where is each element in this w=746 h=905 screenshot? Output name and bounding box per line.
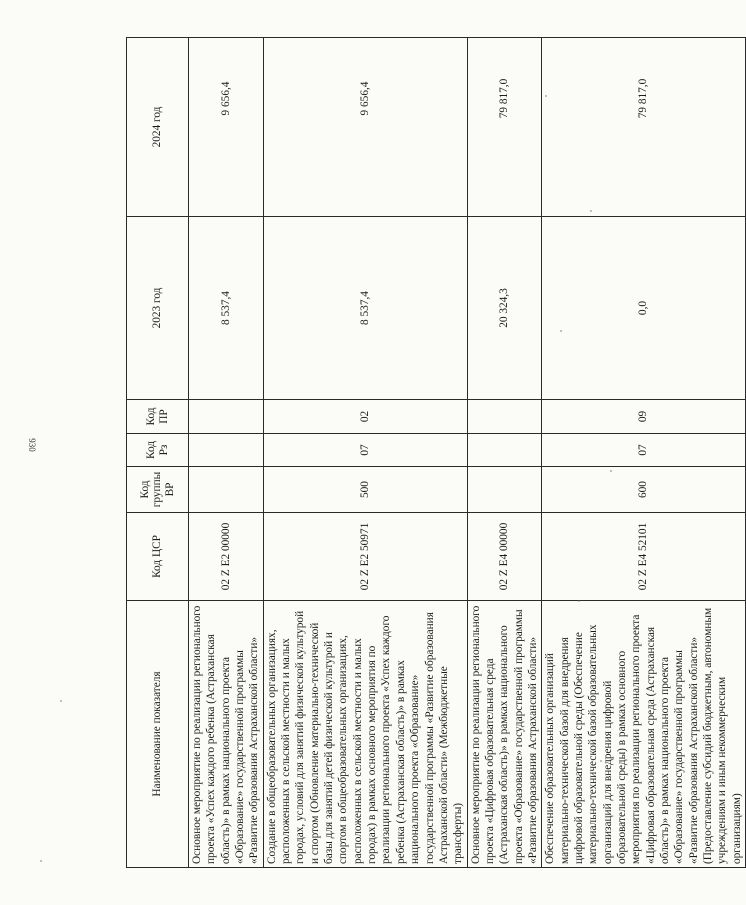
table-row <box>467 38 542 868</box>
row-pr <box>189 400 264 434</box>
scan-speck <box>40 860 42 862</box>
scan-speck <box>60 700 62 702</box>
row-2023: 20 324,3 <box>467 217 542 400</box>
row-2023: 8 537,4 <box>189 217 264 400</box>
row-name: Создание в общеобразовательных организациях, расположенных в сельской местности и малых городах, условий для занятий физической культурой и спортом (Обновление материально-технической базы для занятий детей физической культурой и спортом в общеобразовательных организациях, расположенных в сельской местности и малых городах) в рамках основного мероприятия по реализации регионального проекта «Успех каждого ребенка (Астраханская область)» в рамках национального проекта «Образование» государственной программы «Развитие образования Астраханской области» (Межбюджетные трансферты) <box>263 601 467 868</box>
scan-speck <box>600 760 602 762</box>
row-2023: 0,0 <box>542 217 746 400</box>
header-name: Наименование показателя <box>127 601 189 868</box>
row-vr: 600 <box>542 467 746 513</box>
row-2024: 79 817,0 <box>542 38 746 217</box>
header-pr: Код ПР <box>127 400 189 434</box>
header-csr: Код ЦСР <box>127 513 189 601</box>
scan-speck <box>545 95 547 97</box>
budget-table <box>126 37 746 868</box>
row-csr: 02 Z E2 50971 <box>263 513 467 601</box>
header-rz: Код Рз <box>127 434 189 467</box>
page-number: 930 <box>26 438 37 452</box>
scan-speck <box>610 470 612 472</box>
scan-speck <box>578 600 580 602</box>
scan-speck <box>560 330 562 332</box>
row-vr: 500 <box>263 467 467 513</box>
budget-table-container <box>126 38 743 868</box>
header-vr: Код группы ВР <box>127 467 189 513</box>
row-pr: 02 <box>263 400 467 434</box>
row-2024: 9 656,4 <box>189 38 264 217</box>
table-row <box>263 38 467 868</box>
row-name: Обеспечение образовательных организаций материально-технической базой для внедрения цифровой образовательной среды (Обеспечение материально-технической базой образовательных организаций для внедрения цифровой образовательной среды) в рамках основного мероприятия по реализации регионального проекта «Цифровая образовательная среда (Астраханская область)» в рамках национального проекта «Образование» государственной программы «Развитие образования Астраханской области» (Предоставление субсидий бюджетным, автономным учреждениям и иным некоммерческим организациям) <box>542 601 746 868</box>
row-name: Основное мероприятие по реализации регионального проекта «Успех каждого ребенка (Астраханская область)» в рамках национального проекта «Образование» государственной программы «Развитие образования Астраханской области» <box>189 601 264 868</box>
row-2024: 79 817,0 <box>467 38 542 217</box>
row-name: Основное мероприятие по реализации регионального проекта «Цифровая образовательная среда (Астраханская область)» в рамках национального проекта «Образование» государственной программы «Развитие образования Астраханской области» <box>467 601 542 868</box>
scan-speck <box>590 210 592 212</box>
table-row <box>189 38 264 868</box>
row-vr <box>189 467 264 513</box>
row-csr: 02 Z E4 00000 <box>467 513 542 601</box>
row-vr <box>467 467 542 513</box>
row-pr: 09 <box>542 400 746 434</box>
row-pr <box>467 400 542 434</box>
row-rz <box>467 434 542 467</box>
header-2023: 2023 год <box>127 217 189 400</box>
row-csr: 02 Z E2 00000 <box>189 513 264 601</box>
header-2024: 2024 год <box>127 38 189 217</box>
row-csr: 02 Z E4 52101 <box>542 513 746 601</box>
table-row <box>542 38 746 868</box>
row-rz: 07 <box>263 434 467 467</box>
row-2023: 8 537,4 <box>263 217 467 400</box>
row-2024: 9 656,4 <box>263 38 467 217</box>
row-rz <box>189 434 264 467</box>
table-header-row <box>127 38 189 868</box>
row-rz: 07 <box>542 434 746 467</box>
